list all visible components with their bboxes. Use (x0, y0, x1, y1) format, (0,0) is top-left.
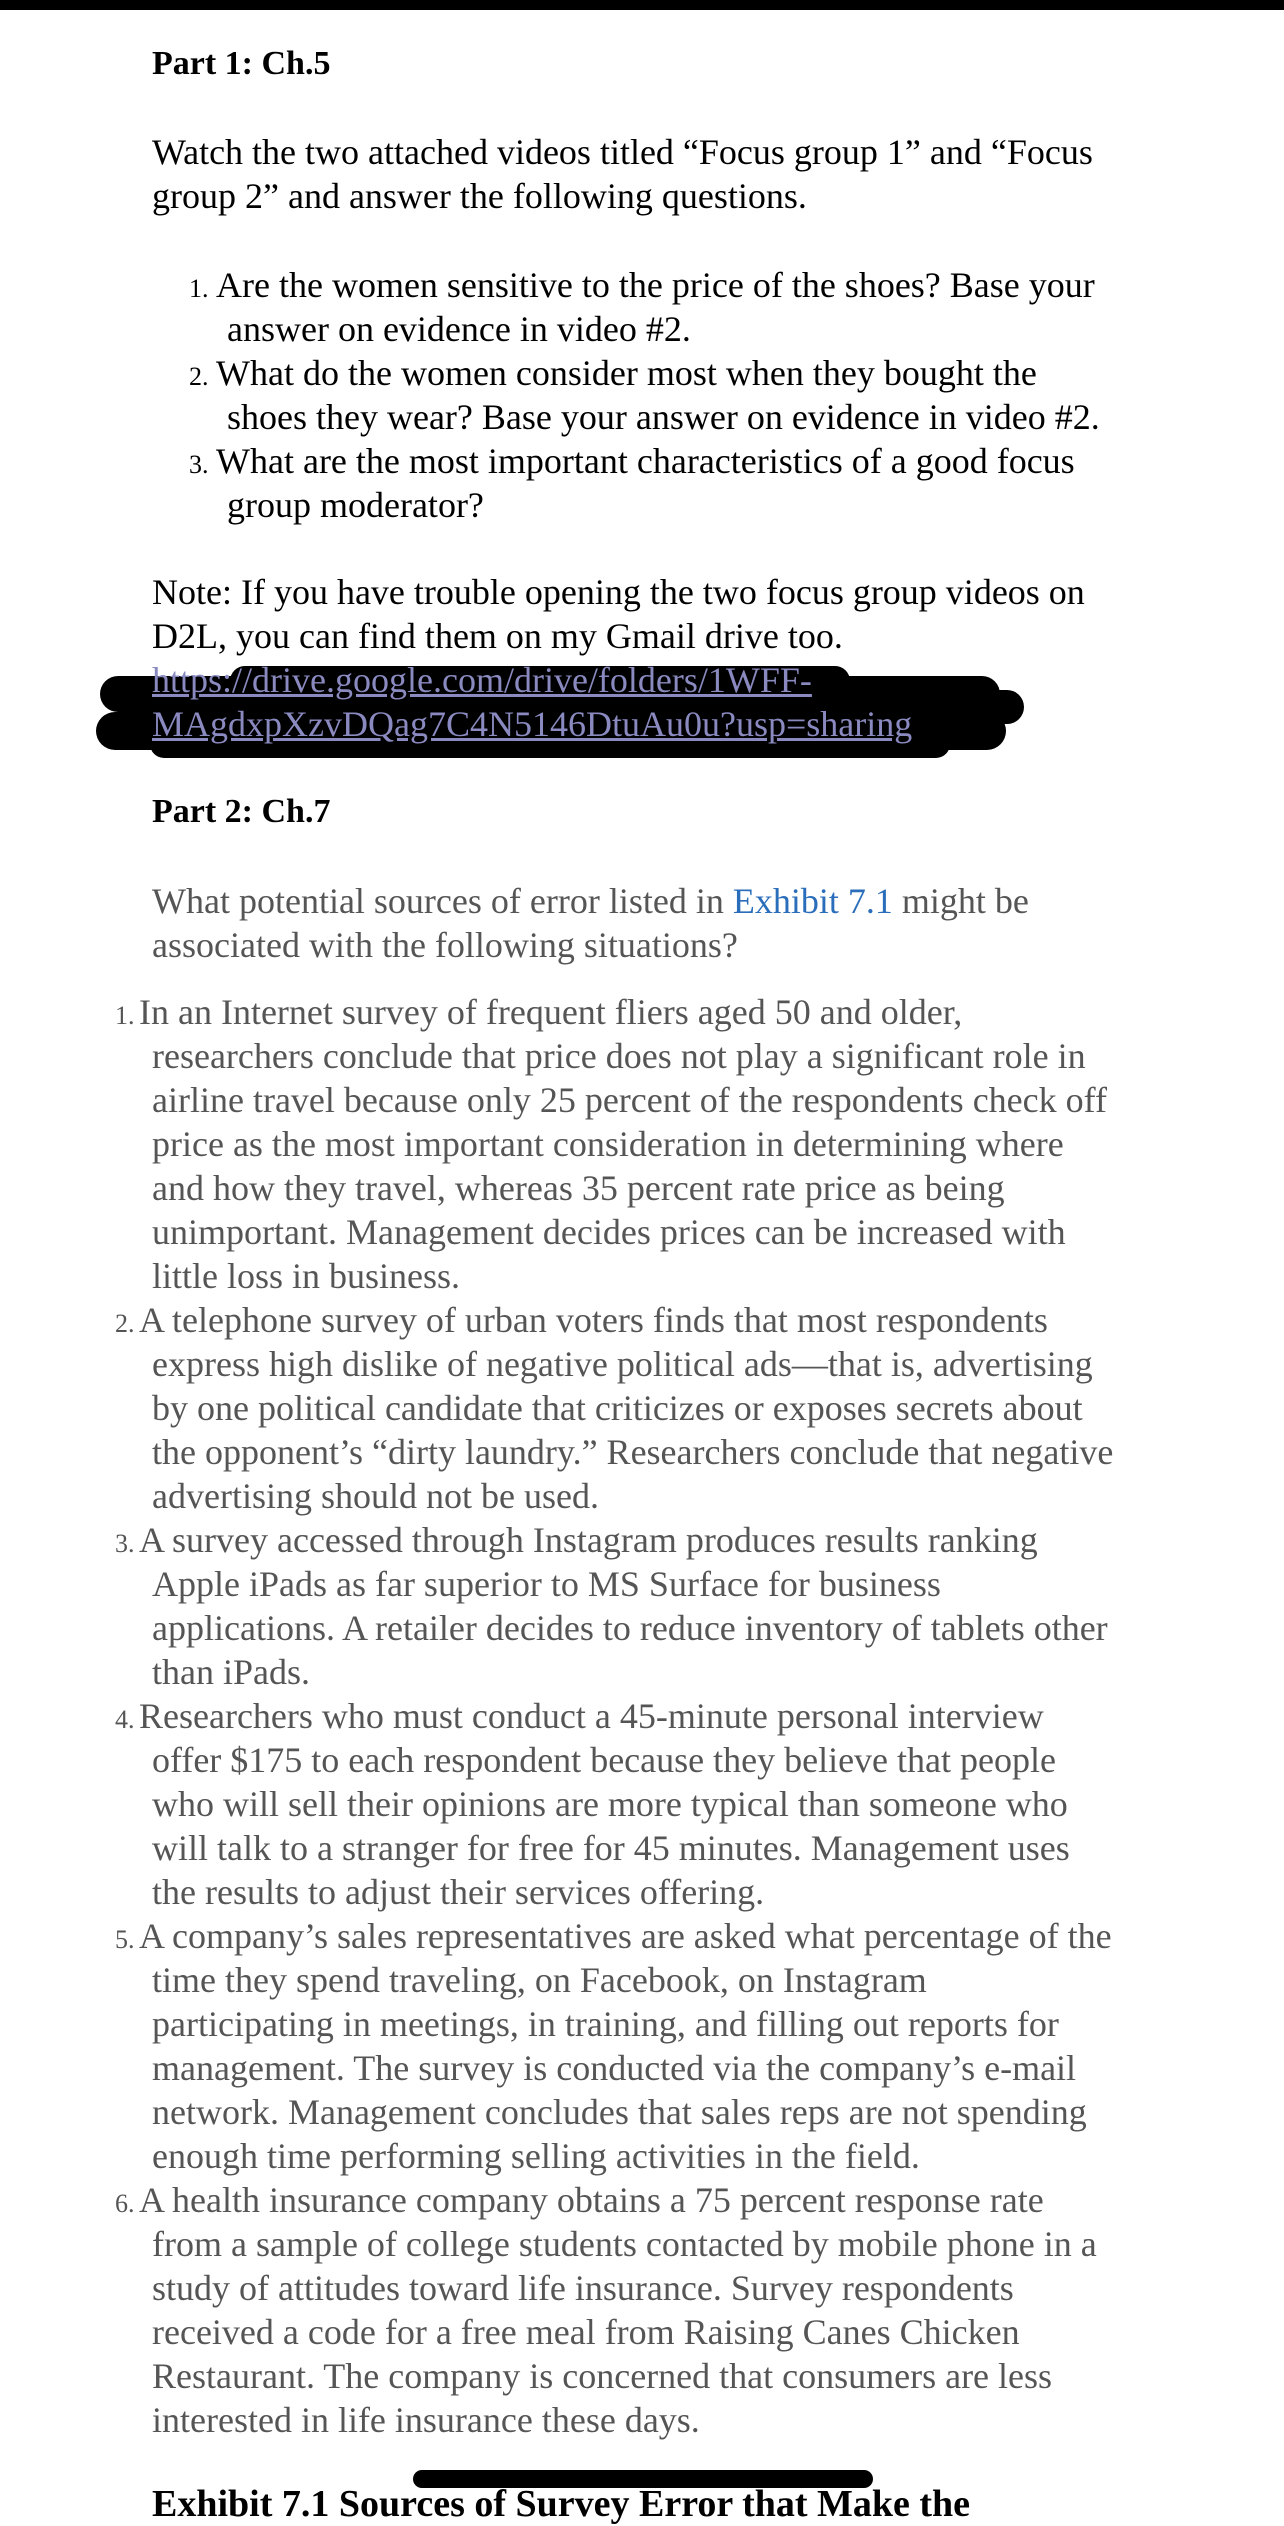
part2-question (152, 879, 1029, 967)
list-item-continuation (189, 483, 1100, 527)
part1-note (152, 570, 1085, 658)
list-item (115, 1914, 1113, 1958)
list-item (115, 1298, 1113, 1342)
top-bar (0, 0, 1284, 10)
list-text: unimportant. Management decides prices can be increased with (152, 1212, 1066, 1252)
list-text: price as the most important consideration in determining where (152, 1124, 1064, 1164)
list-item (115, 2178, 1113, 2222)
exhibit-link[interactable]: Exhibit 7.1 (732, 881, 893, 921)
list-text: than iPads. (152, 1652, 310, 1692)
list-item-continuation (115, 2222, 1113, 2266)
list-item (189, 263, 1100, 307)
list-text: researchers conclude that price does not play a significant role in (152, 1036, 1086, 1076)
text-line: group 2” and answer the following questions. (152, 176, 807, 216)
list-number: 3. (115, 1529, 135, 1558)
list-item-continuation (115, 2090, 1113, 2134)
list-text: the opponent’s “dirty laundry.” Researchers conclude that negative (152, 1432, 1114, 1472)
list-item-continuation (115, 1474, 1113, 1518)
list-text: Restaurant. The company is concerned that consumers are less (152, 2356, 1053, 2396)
list-item-continuation (115, 1034, 1113, 1078)
list-text: who will sell their opinions are more typical than someone who (152, 1784, 1068, 1824)
list-text: and how they travel, whereas 35 percent rate price as being (152, 1168, 1005, 1208)
list-item-continuation (115, 1738, 1113, 1782)
list-text: participating in meetings, in training, and filling out reports for (152, 2004, 1059, 2044)
list-text: airline travel because only 25 percent of the respondents check off (152, 1080, 1107, 1120)
list-text: Researchers who must conduct a 45-minute personal interview (139, 1696, 1044, 1736)
list-text: by one political candidate that criticizes or exposes secrets about (152, 1388, 1083, 1428)
text-line (152, 879, 1029, 923)
list-text: network. Management concludes that sales reps are not spending (152, 2092, 1087, 2132)
list-text: A company’s sales representatives are asked what percentage of the (139, 1916, 1112, 1956)
text-line: Watch the two attached videos titled “Focus group 1” and “Focus (152, 132, 1093, 172)
text: might be (892, 881, 1029, 921)
list-item-continuation (115, 1342, 1113, 1386)
list-text: Apple iPads as far superior to MS Surface for business (152, 1564, 941, 1604)
list-item-continuation (115, 2134, 1113, 2178)
list-item (115, 1694, 1113, 1738)
list-item-continuation (115, 1078, 1113, 1122)
list-text: Are the women sensitive to the price of the shoes? Base your (216, 265, 1095, 305)
list-text: applications. A retailer decides to reduce inventory of tablets other (152, 1608, 1108, 1648)
list-item-continuation (115, 2046, 1113, 2090)
list-text: express high dislike of negative political ads—that is, advertising (152, 1344, 1093, 1384)
list-item-continuation (115, 1958, 1113, 2002)
list-text: answer on evidence in video #2. (227, 309, 691, 349)
list-text: What are the most important characteristics of a good focus (216, 441, 1075, 481)
list-item-continuation (115, 1210, 1113, 1254)
list-item-continuation (115, 1650, 1113, 1694)
list-item-continuation (115, 2266, 1113, 2310)
list-item (115, 1518, 1113, 1562)
text-line: associated with the following situations? (152, 925, 738, 965)
list-text: What do the women consider most when they bought the (216, 353, 1037, 393)
list-number: 3. (189, 450, 209, 479)
exhibit-heading: Exhibit 7.1 Sources of Survey Error that Make the (152, 2483, 971, 2525)
list-item-continuation (115, 1254, 1113, 1298)
list-text: from a sample of college students contacted by mobile phone in a (152, 2224, 1097, 2264)
list-text: A survey accessed through Instagram produces results ranking (139, 1520, 1038, 1560)
list-text: advertising should not be used. (152, 1476, 599, 1516)
list-text: enough time performing selling activities in the field. (152, 2136, 920, 2176)
link-line[interactable]: https://drive.google.com/drive/folders/1WFF- (152, 660, 812, 700)
list-text: will talk to a stranger for free for 45 minutes. Management uses (152, 1828, 1070, 1868)
text-line: Note: If you have trouble opening the two focus group videos on (152, 572, 1085, 612)
list-item-continuation (115, 2398, 1113, 2442)
list-number: 2. (189, 362, 209, 391)
part2-heading: Part 2: Ch.7 (152, 793, 331, 830)
list-text: little loss in business. (152, 1256, 461, 1296)
link-line[interactable]: MAgdxpXzvDQag7C4N5146DtuAu0u?usp=sharing (152, 704, 913, 744)
list-text: time they spend traveling, on Facebook, on Instagram (152, 1960, 927, 2000)
list-text: study of attitudes toward life insurance. Survey respondents (152, 2268, 1014, 2308)
list-text: the results to adjust their services offering. (152, 1872, 765, 1912)
list-number: 1. (189, 274, 209, 303)
list-number: 6. (115, 2189, 135, 2218)
list-item (115, 990, 1113, 1034)
list-text: A health insurance company obtains a 75 percent response rate (139, 2180, 1044, 2220)
list-item-continuation (115, 1166, 1113, 1210)
part2-items (115, 990, 1113, 2442)
list-number: 1. (115, 1001, 135, 1030)
list-text: management. The survey is conducted via the company’s e-mail (152, 2048, 1077, 2088)
list-number: 5. (115, 1925, 135, 1954)
list-text: group moderator? (227, 485, 484, 525)
part1-intro (152, 130, 1093, 218)
list-item-continuation (115, 1870, 1113, 1914)
list-item-continuation (115, 1562, 1113, 1606)
list-item-continuation (115, 1606, 1113, 1650)
part1-heading: Part 1: Ch.5 (152, 45, 331, 82)
list-item-continuation (115, 1122, 1113, 1166)
list-text: received a code for a free meal from Raising Canes Chicken (152, 2312, 1020, 2352)
list-number: 2. (115, 1309, 135, 1338)
list-number: 4. (115, 1705, 135, 1734)
list-item-continuation (115, 2354, 1113, 2398)
list-text: offer $175 to each respondent because they believe that people (152, 1740, 1056, 1780)
list-item-continuation (115, 1826, 1113, 1870)
part1-questions (189, 263, 1100, 527)
list-item (189, 439, 1100, 483)
list-item-continuation (189, 395, 1100, 439)
text-line: D2L, you can find them on my Gmail drive too. (152, 616, 843, 656)
drive-link[interactable] (152, 658, 912, 746)
list-text: In an Internet survey of frequent fliers aged 50 and older, (139, 992, 963, 1032)
list-item-continuation (115, 2002, 1113, 2046)
list-item-continuation (115, 2310, 1113, 2354)
list-item-continuation (115, 1386, 1113, 1430)
list-item-continuation (189, 307, 1100, 351)
list-item (189, 351, 1100, 395)
list-text: A telephone survey of urban voters finds that most respondents (139, 1300, 1048, 1340)
list-text: shoes they wear? Base your answer on evidence in video #2. (227, 397, 1100, 437)
list-item-continuation (115, 1782, 1113, 1826)
list-item-continuation (115, 1430, 1113, 1474)
list-text: interested in life insurance these days. (152, 2400, 700, 2440)
text: What potential sources of error listed in (152, 881, 733, 921)
